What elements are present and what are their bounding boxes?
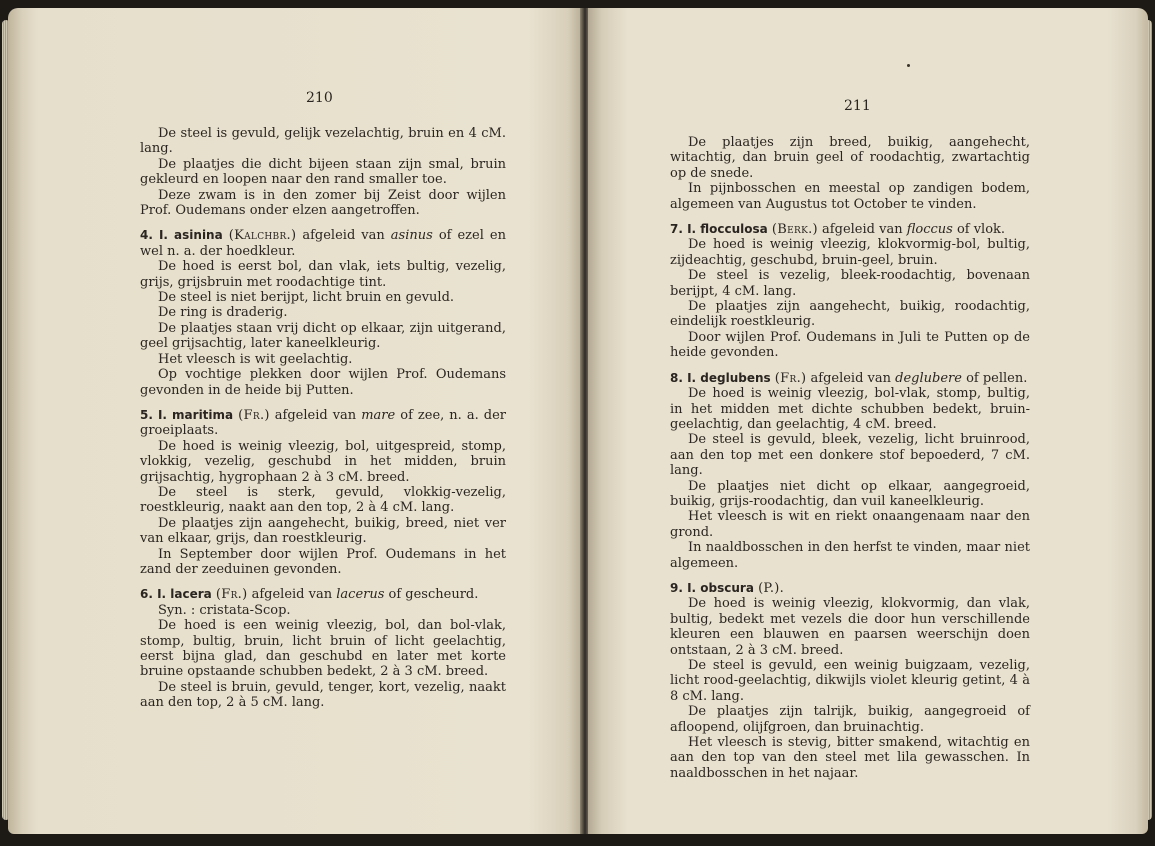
paragraph: De ring is draderig.	[158, 305, 288, 321]
paragraph: De hoed is weinig vleezig, bol-vlak, stomp, bultig, in het midden met dichte schubben bedekt, bruin-geelachtig, dan geelachtig, 4 cM. breed.	[670, 386, 1030, 432]
paragraph: Het vleesch is wit en riekt onaangenaam naar den grond.	[670, 509, 1030, 540]
species-heading	[140, 228, 506, 259]
etymology-text: of ezel en wel n. a. der hoedkleur.	[140, 228, 506, 259]
paragraph: In September door wijlen Prof. Oudemans in het zand der zeeduinen gevonden.	[140, 546, 506, 577]
paragraph: De steel is gevuld, gelijk vezelachtig, bruin en 4 cM. lang.	[140, 126, 506, 157]
paragraph: Door wijlen Prof. Oudemans in Juli te Putten op de heide gevonden.	[670, 329, 1030, 361]
paragraph: De plaatjes staan vrij dicht op elkaar, zijn uitgerand, geel grijsachtig, later kaneelkleurig.	[140, 320, 506, 352]
paragraph: De plaatjes zijn talrijk, buikig, aangegroeid of afloopend, olijfgroen, dan bruinachtig.	[670, 704, 1030, 735]
species-heading	[670, 581, 1030, 596]
paragraph: Het vleesch is stevig, bitter smakend, witachtig en aan den top van den steel met lila gewasschen. In naaldbosschen in het najaar.	[670, 735, 1030, 781]
etymology-word: deglubere	[895, 370, 962, 386]
paragraph: In naaldbosschen in den herfst te vinden, maar niet algemeen.	[670, 540, 1030, 571]
paragraph: De plaatjes niet dicht op elkaar, aangegroeid, buikig, grijs-roodachtig, dan vuil kaneelkleurig.	[670, 478, 1030, 509]
species-name: I. lacera	[157, 587, 212, 602]
species-author: (Kalchbr.)	[228, 228, 297, 244]
species-name: I. deglubens	[687, 370, 771, 385]
left-intro	[140, 126, 506, 218]
etymology-word: mare	[361, 407, 396, 423]
right-intro	[670, 135, 1030, 212]
species-heading	[670, 222, 1030, 237]
species-number: 8.	[670, 370, 683, 385]
species-author: (Fr.)	[238, 407, 270, 423]
etymology-text: of vlok.	[952, 222, 1006, 238]
species-author: (Berk.)	[771, 222, 818, 238]
paragraph: Syn. : cristata-Scop.	[158, 602, 291, 618]
species-number: 9.	[670, 580, 683, 595]
species-name: I. maritima	[157, 407, 234, 422]
etymology-text: afgeleid van	[806, 370, 896, 386]
etymology-word: lacerus	[336, 587, 385, 603]
paragraph: De hoed is een weinig vleezig, bol, dan bol-vlak, stomp, bultig, bruin, licht bruin of licht geelachtig, eerst bijna glad, dan geschubd en later met korte bruine opstaande schubben bedekt, 2 à 3 cM. breed.	[140, 618, 506, 680]
paragraph: De steel is sterk, gevuld, vlokkig-vezelig, roestkleurig, naakt aan den top, 2 à 4 cM. lang.	[140, 484, 506, 516]
paragraph: De plaatjes zijn aangehecht, buikig, roodachtig, eindelijk roestkleurig.	[670, 299, 1030, 330]
species-heading	[140, 408, 506, 439]
species-name: I. asinina	[158, 228, 223, 243]
right-page	[588, 8, 1148, 834]
etymology-word: asinus	[390, 228, 433, 244]
paragraph: De steel is gevuld, een weinig buigzaam, vezelig, licht rood-geelachtig, dikwijls violet kleurig getint, 4 à 8 cM. lang.	[670, 658, 1030, 704]
paragraph: De hoed is weinig vleezig, klokvormig, dan vlak, bultig, bedekt met vezels die door hun verschillende kleuren een blauwen en paarsen weerschijn doen ontstaan, 2 à 3 cM. breed.	[670, 596, 1030, 658]
page-number-left: 210	[306, 90, 333, 106]
species-number: 4.	[140, 228, 153, 243]
etymology-word: floccus	[906, 222, 953, 238]
page-number-right: 211	[844, 98, 871, 114]
right-page-text	[670, 135, 1030, 781]
etymology-text: afgeleid van	[296, 228, 391, 244]
paragraph: De plaatjes zijn breed, buikig, aangehecht, witachtig, dan bruin geel of roodachtig, zwartachtig op de snede.	[670, 135, 1030, 181]
species-author: (Fr.)	[215, 587, 248, 603]
species-number: 6.	[140, 587, 153, 602]
ink-speck	[907, 64, 910, 67]
paragraph: Deze zwam is in den zomer bij Zeist door wijlen Prof. Oudemans onder elzen aangetroffen.	[140, 187, 506, 219]
species-number: 7.	[670, 222, 683, 237]
species-author: (P.).	[758, 580, 785, 596]
paragraph: In pijnbosschen en meestal op zandigen bodem, algemeen van Augustus tot October te vinden.	[670, 181, 1030, 212]
paragraph: De plaatjes die dicht bijeen staan zijn smal, bruin gekleurd en loopen naar den rand smaller toe.	[140, 156, 506, 188]
paragraph: De steel is vezelig, bleek-roodachtig, bovenaan berijpt, 4 cM. lang.	[670, 268, 1030, 299]
paragraph: Op vochtige plekken door wijlen Prof. Oudemans gevonden in de heide bij Putten.	[140, 367, 506, 398]
species-heading	[140, 587, 506, 602]
paragraph: De steel is bruin, gevuld, tenger, kort, vezelig, naakt aan den top, 2 à 5 cM. lang.	[140, 679, 506, 711]
paragraph: De hoed is weinig vleezig, bol, uitgespreid, stomp, vlokkig, vezelig, geschubd in het midden, bruin grijsachtig, hygrophaan 2 à 3 cM. breed.	[140, 438, 506, 485]
species-name: I. obscura	[687, 580, 754, 595]
etymology-text: of zee, n. a. der groeiplaats.	[140, 407, 506, 439]
left-page	[8, 8, 582, 834]
paragraph: De hoed is weinig vleezig, klokvormig-bol, bultig, zijdeachtig, geschubd, bruin-geel, bruin.	[670, 237, 1030, 268]
paragraph: De plaatjes zijn aangehecht, buikig, breed, niet ver van elkaar, grijs, dan roestkleurig.	[140, 515, 506, 547]
etymology-text: of pellen.	[961, 370, 1028, 386]
species-name: I. flocculosa	[687, 222, 768, 237]
species-heading	[670, 371, 1030, 386]
paragraph: Het vleesch is wit geelachtig.	[158, 351, 353, 367]
species-author: (Fr.)	[774, 370, 807, 386]
paragraph: De steel is gevuld, bleek, vezelig, licht bruinrood, aan den top met een donkere stof bepoederd, 7 cM. lang.	[670, 432, 1030, 479]
etymology-text: of gescheurd.	[384, 587, 479, 603]
paragraph: De steel is niet berijpt, licht bruin en gevuld.	[158, 290, 455, 306]
species-number: 5.	[140, 407, 153, 422]
etymology-text: afgeleid van	[269, 407, 362, 423]
etymology-text: afgeleid van	[247, 587, 337, 603]
etymology-text: afgeleid van	[817, 222, 907, 238]
left-page-text	[140, 126, 506, 711]
paragraph: De hoed is eerst bol, dan vlak, iets bultig, vezelig, grijs, grijsbruin met roodachtige tint.	[140, 259, 506, 290]
